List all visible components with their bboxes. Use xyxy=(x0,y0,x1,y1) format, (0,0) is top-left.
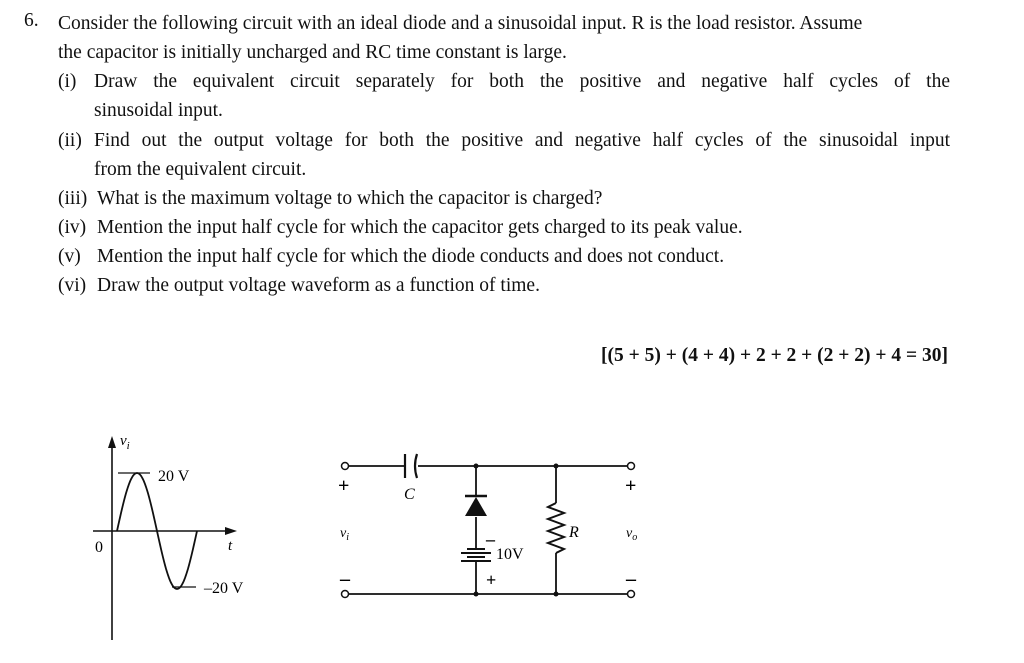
waveform-y-label: $v_i$ xyxy=(120,433,130,452)
question-intro-line1: Consider the following circuit with an ideal diode and a sinusoidal input. R is the load resistor. Assume xyxy=(58,13,863,34)
part-label-iii: (iii) xyxy=(58,188,88,209)
capacitor-label: C xyxy=(404,486,415,503)
input-terminal-top xyxy=(342,463,349,470)
output-terminal-bottom xyxy=(628,591,635,598)
part-ii-line2: from the equivalent circuit. xyxy=(94,159,307,180)
junction-dot xyxy=(554,592,559,597)
waveform-y-arrow xyxy=(108,436,116,448)
part-ii-line1: Find out the output voltage for both the positive and negative half cycles of the sinusoidal input xyxy=(94,130,950,151)
output-minus-sign: – xyxy=(626,568,636,590)
battery-label: 10V xyxy=(496,546,524,563)
part-label-v: (v) xyxy=(58,246,81,267)
part-label-ii: (ii) xyxy=(58,130,82,151)
junction-dot xyxy=(554,464,559,469)
part-iii-line1: What is the maximum voltage to which the capacitor is charged? xyxy=(97,188,603,209)
part-label-i: (i) xyxy=(58,71,77,92)
time-axis-label: t xyxy=(228,538,233,554)
part-iv-line1: Mention the input half cycle for which the capacitor gets charged to its peak value. xyxy=(97,217,743,238)
question-number: 6. xyxy=(24,10,39,31)
part-vi-line1: Draw the output voltage waveform as a function of time. xyxy=(97,275,540,296)
battery-plus-sign: + xyxy=(486,570,497,590)
origin-label: 0 xyxy=(95,539,103,556)
peak-label: 20 V xyxy=(158,468,190,485)
waveform-x-arrow xyxy=(225,527,237,535)
input-minus-sign: – xyxy=(340,568,350,590)
junction-dot xyxy=(474,464,479,469)
input-plus-sign: + xyxy=(338,475,350,497)
trough-label: –20 V xyxy=(204,580,244,597)
part-i-line2: sinusoidal input. xyxy=(94,100,223,121)
part-label-vi: (vi) xyxy=(58,275,87,296)
junction-dot xyxy=(474,592,479,597)
output-voltage-label: $v_o$ xyxy=(626,526,638,543)
part-v-line1: Mention the input half cycle for which the diode conducts and does not conduct. xyxy=(97,246,725,267)
diode-icon xyxy=(465,497,487,516)
resistor-label: R xyxy=(569,524,579,541)
input-terminal-bottom xyxy=(342,591,349,598)
input-sine-wave xyxy=(117,473,197,589)
capacitor-plate-right xyxy=(415,454,417,478)
input-voltage-label: $v_i$ xyxy=(340,526,349,543)
part-label-iv: (iv) xyxy=(58,217,87,238)
question-intro-line2: the capacitor is initially uncharged and RC time constant is large. xyxy=(58,42,567,63)
resistor-zigzag xyxy=(548,503,564,553)
battery-minus-sign: – xyxy=(486,529,495,549)
part-i-line1: Draw the equivalent circuit separately for both the positive and negative half cycles of the xyxy=(94,71,950,92)
output-plus-sign: + xyxy=(625,475,637,497)
marks-breakdown: [(5 + 5) + (4 + 4) + 2 + 2 + (2 + 2) + 4 = 30] xyxy=(601,345,948,366)
output-terminal-top xyxy=(628,463,635,470)
